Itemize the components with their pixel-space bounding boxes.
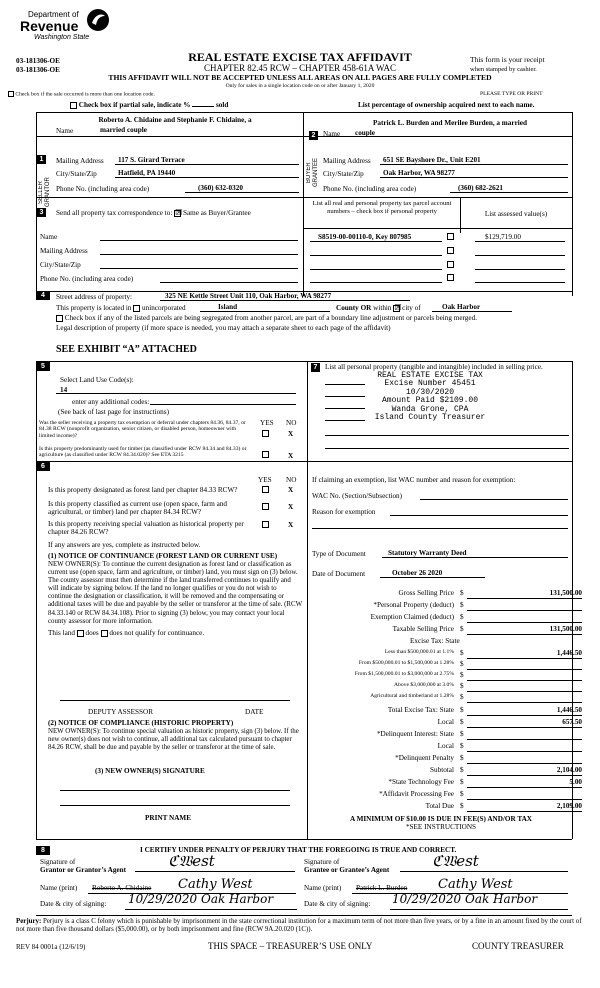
tier-2-label: From $1,500,000.01 to $3,000,000 at 2.75% — [354, 671, 454, 677]
s6-yes-head: YES — [258, 476, 272, 484]
same-as-buyer-label: Same as Buyer/Grantee — [182, 209, 251, 217]
grantor-date-label: Date & city of signing: — [40, 900, 107, 908]
section-5-badge: 5 — [36, 362, 50, 371]
tier-2-dollar: $ — [460, 671, 464, 679]
s6-question-1: Is this property designated as forest land per chapter 84.33 RCW? — [48, 486, 238, 494]
calc-row-0-label: Gross Selling Price — [398, 589, 454, 597]
calc-row2-2-label: *Delinquent Interest: State — [376, 730, 454, 738]
assessor-date-label: DATE — [245, 708, 264, 716]
tier-3-dollar: $ — [460, 682, 464, 690]
s6-q1-yes-checkbox[interactable] — [262, 486, 269, 493]
property-county[interactable]: Island — [218, 303, 238, 311]
s5-q1-no-mark[interactable]: X — [288, 430, 294, 438]
wac-no-label: WAC No. (Section/Subsection) — [312, 492, 403, 500]
seller-phone-label: Phone No. (including area code) — [56, 185, 150, 193]
multi-location-label: Check box if the sale occurred is more than one location code. — [15, 91, 155, 98]
legal-label: Legal description of property (if more space is needed, you may attach a separate sheet to each page of the affidavit) — [56, 324, 391, 332]
s6-q1-no-mark[interactable]: X — [288, 486, 294, 494]
buyer-phone[interactable]: (360) 682-2621 — [458, 184, 503, 192]
does-not-checkbox[interactable] — [101, 630, 108, 637]
grantor-sig-label — [40, 858, 126, 875]
partial-sale-checkbox[interactable] — [70, 102, 77, 109]
dor-line3: Washington State — [34, 34, 90, 41]
doc-date-label: Date of Document — [312, 570, 366, 578]
calc-row2-1-dollar: $ — [460, 718, 464, 726]
parcel-2-checkbox[interactable] — [447, 247, 454, 254]
within-row — [336, 304, 421, 312]
calc-row-1-dollar: $ — [460, 601, 464, 609]
certify-statement: I CERTIFY UNDER PENALTY OF PERJURY THAT THE FOREGOING IS TRUE AND CORRECT. — [140, 846, 457, 854]
grantee-name-print-label: Name (print) — [304, 884, 342, 892]
calc-row2-8-row — [312, 802, 582, 812]
single-location-note: Only for sales in a single location code on or after January 1, 2020 — [225, 83, 375, 89]
calc-row-2-label: Exemption Claimed (deduct) — [370, 613, 454, 621]
stamp-line-3: 10/30/2020 — [405, 387, 454, 397]
calc-row2-3-label: Local — [437, 742, 454, 750]
section-8-badge: 8 — [36, 846, 50, 855]
seller-phone[interactable]: (360) 632-0320 — [198, 184, 243, 192]
form-title: REAL ESTATE EXCISE TAX AFFIDAVIT — [188, 50, 412, 64]
dor-line2: Revenue — [20, 18, 79, 34]
tier-3-underline — [467, 691, 582, 692]
calc-row2-6-row — [312, 778, 582, 788]
calc-row-3-amount[interactable]: 131,500.00 — [549, 625, 582, 633]
tier-1-underline — [467, 669, 582, 670]
calc-row2-1-underline — [467, 727, 582, 728]
notice-2-body: NEW OWNER(S): To continue special valuation as historic property, sign (3) below. If the new owner(s) does not wish to continue, all additional tax calculated pursuant to chapter 84.26 RCW, shall be due and payable by the seller or transferor at the time of sale. — [48, 728, 299, 752]
grantee-written-name[interactable]: Cathy West — [438, 877, 513, 892]
buyer-city-label: City/State/Zip — [323, 170, 364, 178]
calc-row2-7-label: *Affidavit Processing Fee — [379, 790, 454, 798]
calc-row2-3-underline — [467, 751, 582, 752]
grantee-signature[interactable]: ℭ𝔚est — [432, 852, 479, 870]
calc-row2-3-row — [312, 742, 582, 752]
street-label: Street address of property: — [56, 293, 133, 301]
any-yes-note: If any answers are yes, complete as instructed below. — [48, 541, 201, 549]
calc-row-1-underline — [467, 610, 582, 611]
county-or: County OR — [336, 304, 372, 312]
new-owner-signature-label: (3) NEW OWNER(S) SIGNATURE — [95, 767, 205, 775]
seller-mail-label: Mailing Address — [56, 157, 104, 165]
grantor-signature[interactable]: ℭ𝔚est — [168, 852, 215, 870]
calc-row-0-row — [312, 589, 582, 599]
s6-q2-yes-checkbox[interactable] — [262, 503, 269, 510]
s5-q2-yes-checkbox[interactable] — [262, 451, 269, 458]
calc-row2-0-amount[interactable]: 1,446.50 — [556, 706, 582, 714]
tier-4-label: Agricultural and timberland at 1.28% — [370, 693, 454, 699]
county-treasurer: COUNTY TREASURER — [472, 941, 564, 951]
tier-1-row — [312, 660, 582, 670]
calc-row2-5-dollar: $ — [460, 766, 464, 774]
notice-2-title: (2) NOTICE OF COMPLIANCE (HISTORIC PROPERTY) — [48, 719, 234, 727]
calc-row2-7-dollar: $ — [460, 790, 464, 798]
rev-number: REV 84 0001a (12/6/19) — [16, 943, 86, 951]
calc-row2-6-amount[interactable]: 5.00 — [569, 778, 582, 786]
seller-name-line1: Roberto A. Chidaine and Stephanie F. Chidaine, a — [98, 116, 252, 124]
parcel-head: List all real and personal property tax parcel account numbers – check box if personal property — [312, 200, 452, 215]
calc-row2-4-underline — [467, 763, 582, 764]
s5-yes-head: YES — [260, 419, 274, 427]
calc-row2-7-underline — [467, 799, 582, 800]
does-checkbox[interactable] — [77, 630, 84, 637]
buyer-name-label: Name — [323, 130, 341, 138]
s5-question-2: Is this property predominantly used for timber (as classified under RCW 84.34 and 84.33) or agriculture (as classified under RCW 84.34.020)? See ETA 3215 — [39, 446, 247, 459]
s6-q2-no-mark[interactable]: X — [288, 503, 294, 511]
receipt-note-2: when stamped by cashier. — [470, 66, 537, 73]
unincorporated-label: unincorporated — [142, 304, 186, 312]
calc-row2-6-dollar: $ — [460, 778, 464, 786]
seller-city-label: City/State/Zip — [56, 170, 97, 178]
doc-type-label: Type of Document — [312, 550, 366, 558]
see-back: (See back of last page for instructions) — [58, 408, 169, 416]
stamp-line-5: Wanda Grone, CPA — [391, 404, 469, 414]
grantee-printed-name: Patrick L. Burden — [356, 884, 408, 892]
stamp-line-4: Amount Paid $2109.00 — [381, 396, 478, 406]
calc-row-2-row — [312, 613, 582, 623]
property-city[interactable]: Oak Harbor — [442, 303, 481, 311]
dor-logo — [16, 8, 112, 48]
calc-row2-2-row — [312, 730, 582, 740]
exemption-reason-label: Reason for exemption — [312, 508, 376, 516]
perjury-text: Perjury is a class C felony which is punishable by imprisonment in the state correctional institution for a maximum term of not more than five years, or by a fine in an amount fixed by the court of not more than five thousand dollars ($5,000.00), or by both imprisonment and fine (RCW 9A.20.020 (1C)). — [16, 918, 582, 934]
s6-q3-yes-checkbox[interactable] — [262, 521, 269, 528]
seller-mail[interactable]: 117 S. Girard Terrace — [118, 156, 185, 164]
grantor-printed-name: Roberto A. Chidaine — [92, 884, 152, 892]
parcel-3-checkbox[interactable] — [447, 261, 454, 268]
calc-row2-8-dollar: $ — [460, 802, 464, 810]
section-1-badge: 1 — [37, 155, 46, 164]
deputy-assessor-label: DEPUTY ASSESSOR — [88, 708, 154, 716]
grantee-sig-of: Signature of — [304, 858, 340, 866]
stamp-line-1: REAL ESTATE EXCISE TAX — [377, 371, 483, 380]
calc-row2-7-row — [312, 790, 582, 800]
exhibit-a: SEE EXHIBIT “A” ATTACHED — [56, 344, 197, 355]
calc-row2-0-label: Total Excise Tax: State — [387, 706, 454, 714]
calc-row2-4-dollar: $ — [460, 754, 464, 762]
tier-1-label: From $500,000.01 to $1,500,000 at 1.28% — [358, 660, 454, 666]
segregated-checkbox[interactable] — [56, 315, 63, 322]
s5-question-1: Was the seller receiving a property tax exemption or deferral under chapters 84.36, 84.37, or 84.38 RCW (nonprofit organization, senior citizen, or disabled person, homeowner with limited income)? — [39, 420, 246, 439]
parcel-personal-checkbox[interactable] — [447, 233, 454, 240]
tier-4-underline — [467, 702, 582, 703]
tax-city-label: City/State/Zip — [40, 261, 81, 269]
tier-0-row — [312, 649, 582, 659]
calc-row-0-underline — [467, 598, 582, 599]
s6-question-2: Is this property classified as current use (open space, farm and agricultural, or timber) land per chapter 84.34 RCW? — [48, 500, 228, 517]
assessed-head: List assessed value(s) — [484, 210, 548, 218]
buyer-name-line1: Patrick L. Burden and Merilee Burden, a married — [373, 119, 527, 127]
receipt-note-1: This form is your receipt — [470, 55, 545, 64]
land-use-label: Select Land Use Code(s): — [60, 376, 134, 384]
unincorporated-checkbox[interactable] — [133, 305, 140, 312]
tier-0-underline — [467, 658, 582, 659]
calc-row-0-amount[interactable]: 131,500.00 — [549, 589, 582, 597]
segregated-row — [56, 314, 477, 322]
calc-row-1-row — [312, 601, 582, 611]
does-not-label: does not qualify for continuance. — [109, 629, 205, 637]
calc-row-1-label: *Personal Property (deduct) — [373, 601, 454, 609]
treasurer-use: THIS SPACE – TREASURER’S USE ONLY — [208, 941, 373, 951]
calc-row2-5-amount[interactable]: 2,104.00 — [556, 766, 582, 774]
tier-3-label: Above $3,000,000 at 3.0% — [394, 682, 454, 688]
calc-row2-1-label: Local — [437, 718, 454, 726]
tier-4-dollar: $ — [460, 693, 464, 701]
calc-row2-2-dollar: $ — [460, 730, 464, 738]
stamp-line-6: Island County Treasurer — [374, 413, 486, 423]
treasurer-stamp — [330, 372, 530, 422]
s6-no-head: NO — [286, 476, 297, 484]
print-name-label: PRINT NAME — [145, 814, 191, 822]
s6-q3-no-mark[interactable]: X — [288, 521, 294, 529]
calc-row2-0-underline — [467, 715, 582, 716]
multi-location-row — [8, 91, 155, 98]
calc-row-2-dollar: $ — [460, 613, 464, 621]
form-id-1: 03-181306-OE — [16, 57, 60, 65]
grantee-date-label: Date & city of signing: — [304, 900, 371, 908]
partial-sale-row — [70, 101, 228, 109]
parcel-4-checkbox[interactable] — [447, 274, 454, 281]
grantor-sig-of: Signature of — [40, 858, 76, 866]
tier-3-row — [312, 682, 582, 692]
partial-sale-label: Check box if partial sale, indicate % — [78, 101, 191, 109]
grantee-sig-label — [304, 858, 389, 875]
section-7-badge: 7 — [311, 363, 320, 372]
dor-emblem-icon — [86, 8, 110, 32]
buyer-mail-label: Mailing Address — [323, 157, 371, 165]
calc-row2-8-underline — [467, 811, 582, 812]
calc-row2-5-underline — [467, 775, 582, 776]
location-row — [56, 304, 186, 312]
calc-row-0-dollar: $ — [460, 589, 464, 597]
calc-row-3-label: Taxable Selling Price — [392, 625, 454, 633]
calc-row2-5-label: Subtotal — [430, 766, 454, 774]
buyer-side-label: BUYER GRANTEE — [306, 158, 319, 188]
seller-side-label: SELLER GRANTOR — [38, 177, 51, 208]
same-as-buyer-checkbox[interactable]: ☒ — [175, 207, 183, 217]
grantee-date-city[interactable]: 10/29/2020 Oak Harbor — [392, 892, 538, 906]
notice-1-body: NEW OWNER(S): To continue the current designation as forest land or classification as current use (open space, farm and agriculture, or timber) land, you must sign on (3) below. The county assessor must then determine if the land transferred continues to qualify and will indicate by signing below. If the land no longer qualifies or you do not wish to continue the designation or classification, it will be removed and the compensating or additional taxes will be due and payable by the seller or transferor at the time of sale. (RCW 84.33.140 or RCW 84.34.108). Prior to signing (3) below, you may contact your local county assessor for more information. — [48, 561, 302, 625]
within-city-checkbox[interactable]: ☒ — [394, 302, 402, 312]
located-pre: This property is located in — [56, 304, 132, 312]
wac-claim-label: If claiming an exemption, list WAC number and reason for exemption: — [312, 476, 516, 484]
section-4-badge: 4 — [36, 292, 50, 300]
excise-state-heading: Excise Tax: State — [410, 637, 460, 645]
calc-row2-1-amount[interactable]: 657.50 — [562, 718, 582, 726]
calc-row-3-dollar: $ — [460, 625, 464, 633]
calc-row2-0-row — [312, 706, 582, 716]
grantor-date-city[interactable]: 10/29/2020 Oak Harbor — [128, 892, 274, 906]
notice-1-title: (1) NOTICE OF CONTINUANCE (FOREST LAND OR CURRENT USE) — [48, 552, 278, 560]
grantor-name-print-label: Name (print) — [40, 884, 78, 892]
tier-2-row — [312, 671, 582, 681]
section-6-badge: 6 — [36, 462, 50, 471]
parcel-number[interactable]: S8519-00-00110-0, Key 807985 — [318, 233, 412, 241]
calc-row2-2-underline — [467, 739, 582, 740]
tier-2-underline — [467, 680, 582, 681]
calc-row2-8-amount[interactable]: 2,109.00 — [556, 802, 582, 810]
perjury-notice — [16, 918, 584, 935]
calc-row2-6-underline — [467, 787, 582, 788]
buyer-phone-label: Phone No. (including area code) — [323, 185, 417, 193]
seller-name-line2: married couple — [100, 126, 147, 134]
within-label: within — [373, 304, 392, 312]
seller-city[interactable]: Hatfield, PA 19440 — [118, 169, 176, 177]
form-chapter: CHAPTER 82.45 RCW – CHAPTER 458-61A WAC — [204, 63, 396, 73]
buyer-mail[interactable]: 651 SE Bayshore Dr., Unit E201 — [383, 156, 481, 164]
calc-row-3-row — [312, 625, 582, 635]
tax-phone-label: Phone No. (including area code) — [40, 275, 134, 283]
see-instructions: *SEE INSTRUCTIONS — [405, 823, 477, 831]
calc-row2-0-dollar: $ — [460, 706, 464, 714]
additional-codes-label: enter any additional codes: — [72, 398, 150, 406]
s5-q2-no-mark[interactable]: X — [288, 452, 294, 460]
section-2-badge: 2 — [309, 131, 318, 140]
calc-row2-6-label: *State Technology Fee — [388, 778, 454, 786]
perjury-head: Perjury: — [16, 918, 42, 925]
property-street[interactable]: 325 NE Kettle Street Unit 110, Oak Harbor, WA 98277 — [165, 292, 332, 300]
calc-row2-4-row — [312, 754, 582, 764]
city-of-label: city of — [402, 304, 421, 312]
does-label: does — [85, 629, 99, 637]
calc-row2-3-dollar: $ — [460, 742, 464, 750]
calc-row-3-underline — [467, 634, 582, 635]
personal-property-label: List all personal property (tangible and intangible) included in selling price. — [325, 363, 543, 371]
tier-1-dollar: $ — [460, 660, 464, 668]
seller-name-label: Name — [56, 127, 74, 135]
buyer-name-line2: couple — [355, 129, 375, 137]
calc-row2-8-label: Total Due — [425, 802, 454, 810]
tier-0-amount[interactable]: 1,446.50 — [556, 649, 582, 657]
doc-date[interactable]: October 26 2020 — [392, 569, 443, 577]
ownership-note: List percentage of ownership acquired next to each name. — [358, 101, 535, 109]
section-3-badge: 3 — [37, 208, 46, 217]
s5-q1-yes-checkbox[interactable] — [262, 430, 269, 437]
form-id-2: 03-181306-OE — [16, 66, 60, 74]
grantor-label: Grantor or Grantor’s Agent — [40, 866, 127, 875]
calc-row-2-underline — [467, 622, 582, 623]
warning-banner: THIS AFFIDAVIT WILL NOT BE ACCEPTED UNLESS ALL AREAS ON ALL PAGES ARE FULLY COMPLETED — [108, 73, 492, 82]
s5-no-head: NO — [286, 419, 297, 427]
tier-0-dollar: $ — [460, 649, 464, 657]
tier-0-label: Less than $500,000.01 at 1.1% — [384, 649, 454, 655]
continuance-row — [48, 629, 204, 637]
tax-mail-label: Mailing Address — [40, 247, 88, 255]
land-use-code[interactable]: 14 — [60, 386, 68, 394]
calc-row2-1-row — [312, 718, 582, 728]
grantor-written-name[interactable]: Cathy West — [178, 877, 253, 892]
dor-line1: Department of — [28, 10, 79, 19]
s6-question-3: Is this property receiving special valuation as historical property per chapter 84.26 RCW? — [48, 520, 244, 537]
multi-location-checkbox[interactable] — [8, 91, 14, 97]
stamp-line-2: Excise Number 45451 — [384, 379, 476, 389]
segregated-label: Check box if any of the listed parcels are being segregated from another parcel, are part of a boundary line adjustment or parcels being merged. — [64, 314, 477, 322]
tier-4-row — [312, 693, 582, 703]
calc-row2-4-label: *Delinquent Penalty — [395, 754, 454, 762]
doc-type[interactable]: Statutory Warranty Deed — [388, 549, 467, 557]
type-or-print: PLEASE TYPE OR PRINT — [480, 91, 543, 97]
calc-row2-5-row — [312, 766, 582, 776]
minimum-due-note: A MINIMUM OF $10.00 IS DUE IN FEE(S) AND/OR TAX — [350, 815, 532, 823]
grantee-label: Grantee or Grantee’s Agent — [304, 866, 390, 875]
tax-corr-row — [56, 209, 251, 217]
buyer-city[interactable]: Oak Harbor, WA 98277 — [383, 169, 455, 177]
tax-corr-label: Send all property tax correspondence to: — [56, 209, 173, 217]
this-land-label: This land — [48, 629, 75, 637]
tax-name-label: Name — [40, 233, 58, 241]
assessed-value[interactable]: $129,719.00 — [485, 233, 521, 241]
partial-sale-sold: sold — [216, 101, 229, 109]
